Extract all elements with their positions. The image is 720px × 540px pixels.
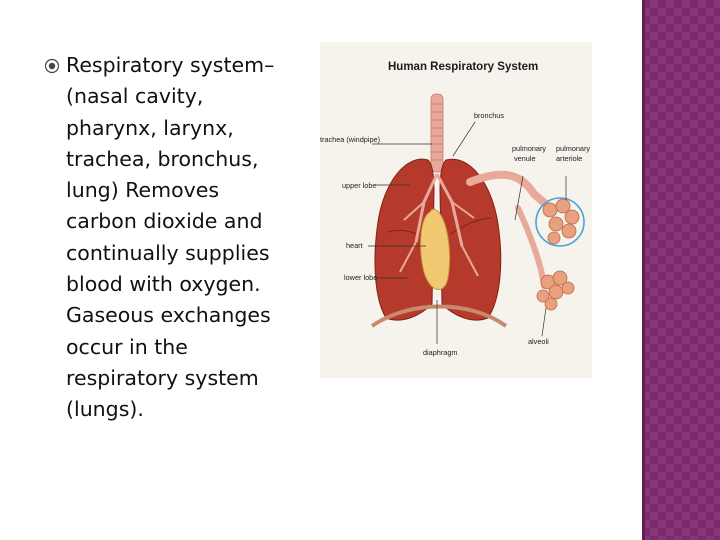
bullet-line: respiratory system — [66, 365, 259, 390]
label-upper-lobe: upper lobe — [342, 181, 377, 190]
decorative-side-bar — [642, 0, 720, 540]
label-diaphragm: diaphragm — [423, 348, 458, 357]
bullet-line: Respiratory system– — [66, 53, 275, 77]
bullet-line: carbon dioxide and — [66, 209, 263, 234]
trachea-illustration — [431, 94, 443, 172]
bullet-line: blood with oxygen. — [66, 272, 261, 297]
bullet-line: (nasal cavity, — [66, 84, 204, 109]
bullet-line: trachea, bronchus, — [66, 146, 259, 171]
bullet-line: lung) Removes — [66, 178, 220, 203]
label-pulmonary-venule-2: venule — [514, 154, 536, 163]
label-pulmonary-arteriole-2: arteriole — [556, 154, 583, 163]
label-bronchus: bronchus — [474, 111, 505, 120]
diagram-title: Human Respiratory System — [388, 61, 539, 73]
alveoli-illustration — [536, 198, 584, 310]
label-alveoli: alveoli — [528, 337, 549, 346]
respiratory-diagram-svg — [320, 42, 592, 378]
label-pulmonary-venule: pulmonary — [512, 144, 547, 153]
bullet-line: Gaseous exchanges — [66, 303, 271, 328]
bullet-line: pharynx, larynx, — [66, 115, 234, 140]
respiratory-diagram — [320, 42, 592, 378]
label-trachea: trachea (windpipe) — [320, 135, 381, 144]
label-pulmonary-arteriole: pulmonary — [556, 144, 591, 153]
bullet-line: continually supplies — [66, 240, 270, 265]
alveoli-leader-line — [542, 308, 546, 336]
circle-bullet-icon — [44, 58, 60, 74]
bullet-line: (lungs). — [66, 397, 144, 422]
bullet-line: occur in the — [66, 334, 188, 359]
label-lower-lobe: lower lobe — [344, 273, 378, 282]
bronchus-leader-line — [453, 122, 475, 156]
bullet-text — [66, 50, 306, 426]
label-heart: heart — [346, 241, 363, 250]
